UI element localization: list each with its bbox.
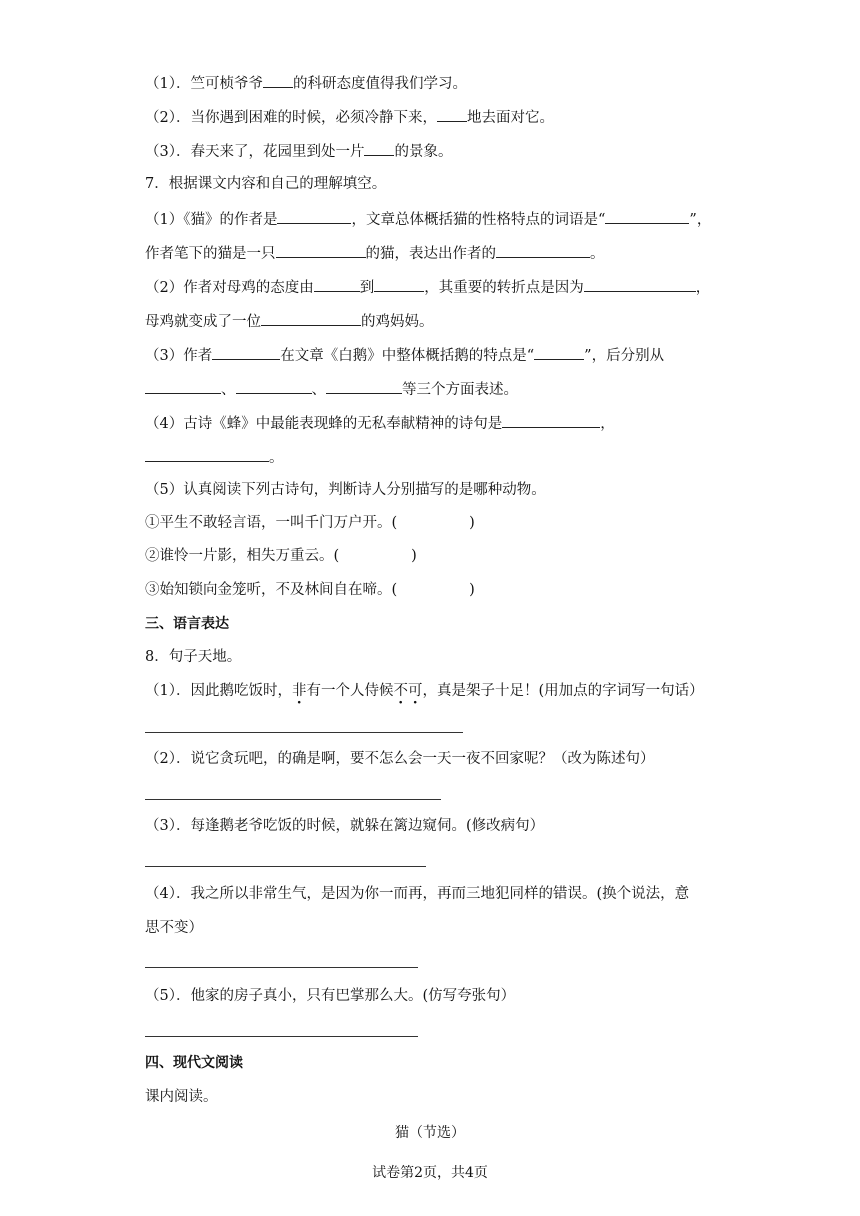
section-heading: 三、语言表达	[145, 616, 229, 632]
poem-3: ③始知锁向金笼听，不及林间自在啼。( )	[145, 582, 475, 598]
blank[interactable]	[145, 378, 221, 394]
q8-item-4a: （4）．我之所以非常生气，是因为你一而再，再而三地犯同样的错误。(换个说法，意	[145, 886, 690, 902]
dotted-char: 不	[393, 683, 408, 699]
poem-2: ②谁怜一片影，相失万重云。( )	[145, 548, 417, 564]
q7-item-4a: （4）古诗《蜂》中最能表现蜂的无私奉献精神的诗句是 ，	[145, 412, 615, 434]
section-heading: 四、现代文阅读	[145, 1055, 243, 1071]
answer-line[interactable]	[145, 1036, 418, 1037]
blank[interactable]	[326, 378, 402, 394]
reading-intro: 课内阅读。	[145, 1089, 218, 1105]
q8-item-5: （5）．他家的房子真小，只有巴掌那么大。(仿写夸张句）	[145, 988, 516, 1004]
q7-item-3b: 、 、 等三个方面表述。	[145, 378, 518, 400]
q7-item-1a: （1）《猫》的作者是 ，文章总体概括猫的性格特点的词语是“ ”，	[145, 208, 711, 230]
blank[interactable]	[437, 106, 467, 122]
blank[interactable]	[236, 378, 312, 394]
blank[interactable]	[534, 344, 584, 360]
q7-title: 7．根据课文内容和自己的理解填空。	[145, 176, 387, 192]
blank[interactable]	[276, 242, 366, 258]
q8-item-2: （2）．说它贪玩吧，的确是啊，要不怎么会一天一夜不回家呢？（改为陈述句）	[145, 751, 655, 767]
page-footer: 试卷第2页，共4页	[372, 1165, 488, 1181]
answer-line[interactable]	[145, 732, 463, 733]
blank[interactable]	[364, 140, 394, 156]
answer-line[interactable]	[145, 866, 426, 867]
q7-item-1b: 作者笔下的猫是一只 的猫，表达出作者的 。	[145, 242, 605, 264]
q7-item-2b: 母鸡就变成了一位 的鸡妈妈。	[145, 310, 434, 332]
blank[interactable]	[212, 344, 280, 360]
q6-item-1: （1）．竺可桢爷爷 的科研态度值得我们学习。	[145, 72, 467, 94]
passage-title: 猫（节选）	[395, 1125, 465, 1141]
q8-item-4b: 思不变）	[145, 920, 203, 936]
dotted-char: 可	[407, 683, 423, 699]
q7-item-5: （5）认真阅读下列古诗句，判断诗人分别描写的是哪种动物。	[145, 482, 546, 498]
blank[interactable]	[261, 310, 361, 326]
blank[interactable]	[584, 276, 696, 292]
blank[interactable]	[314, 276, 360, 292]
blank[interactable]	[605, 208, 689, 224]
q8-title: 8．句子天地。	[145, 649, 242, 665]
blank[interactable]	[263, 72, 293, 88]
blank[interactable]	[374, 276, 424, 292]
q8-item-1: （1）．因此鹅吃饭时，非有一个人侍候不可，真是架子十足！(用加点的字词写一句话）	[145, 683, 704, 699]
dotted-char: 非	[291, 683, 307, 699]
q8-item-3: （3）．每逢鹅老爷吃饭的时候，就躲在篱边窥伺。(修改病句）	[145, 818, 545, 834]
q7-item-2a: （2）作者对母鸡的态度由 到 ，其重要的转折点是因为 ，	[145, 276, 710, 298]
q6-item-3: （3）．春天来了，花园里到处一片 的景象。	[145, 140, 452, 162]
q6-item-2: （2）．当你遇到困难的时候，必须冷静下来， 地去面对它。	[145, 106, 554, 128]
poem-1: ①平生不敢轻言语，一叫千门万户开。( )	[145, 515, 475, 531]
blank[interactable]	[502, 412, 600, 428]
blank[interactable]	[277, 208, 351, 224]
answer-line[interactable]	[145, 967, 418, 968]
blank[interactable]	[145, 446, 269, 462]
q7-item-4b: 。	[145, 446, 284, 468]
answer-line[interactable]	[145, 799, 441, 800]
blank[interactable]	[496, 242, 590, 258]
q7-item-3a: （3）作者 在文章《白鹅》中整体概括鹅的特点是“ ”，后分别从	[145, 344, 664, 366]
